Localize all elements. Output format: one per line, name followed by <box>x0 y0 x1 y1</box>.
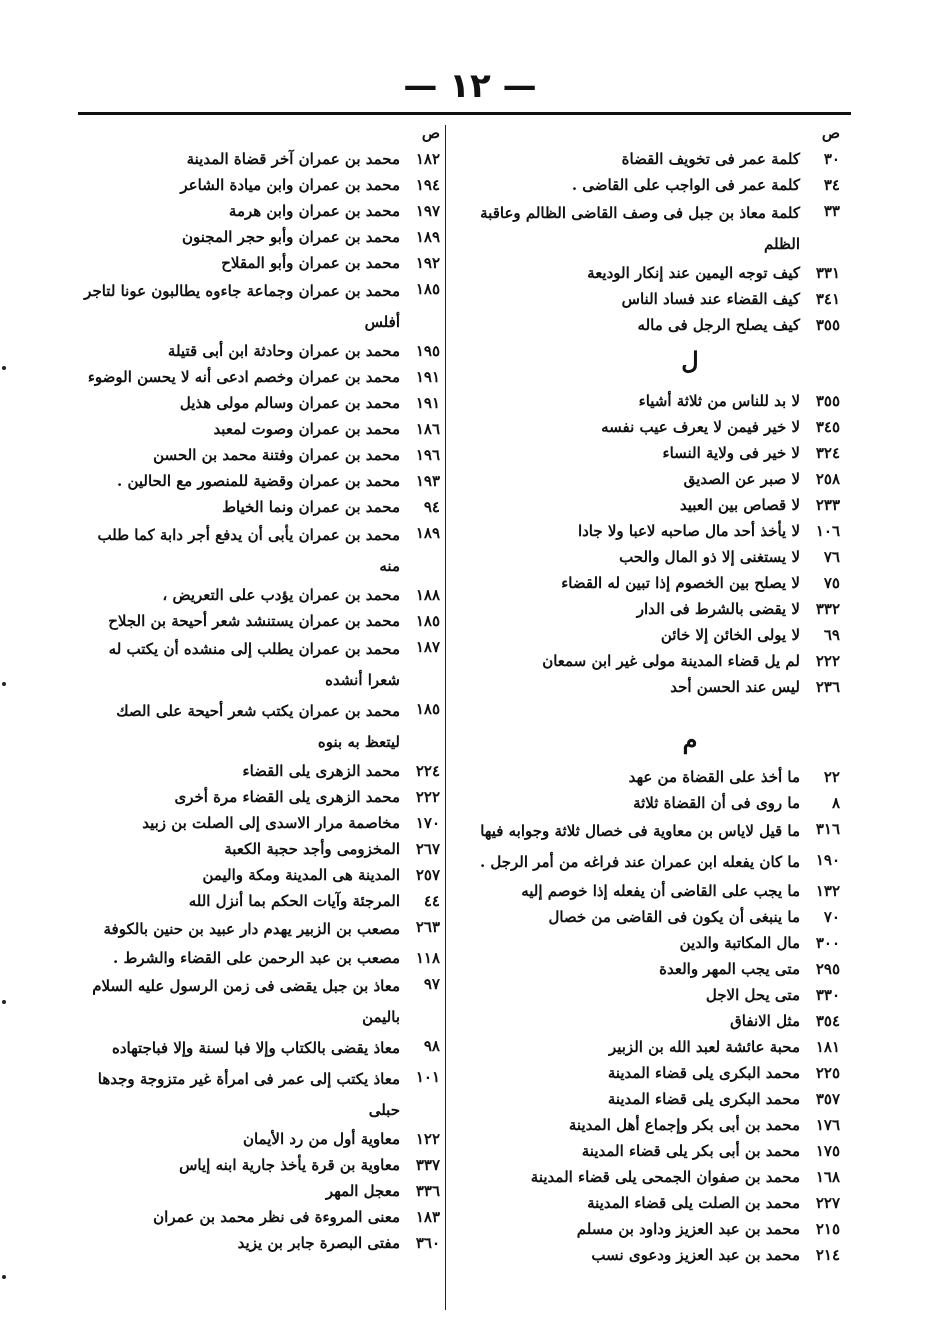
entry-title: كيف القضاء عند فساد الناس <box>621 290 800 308</box>
index-entry <box>80 914 440 945</box>
column-divider <box>445 125 446 1310</box>
index-entry <box>80 810 440 836</box>
entry-title: محمد بن عمران وسالم مولى هذيل <box>179 394 400 412</box>
entry-title: لا خير فى ولاية النساء <box>662 444 800 462</box>
index-entry <box>452 1242 840 1268</box>
entry-title: ما قيل لاياس بن معاوية فى خصال ثلاثة وجوابه فيها <box>480 822 800 840</box>
entry-title: محمد البكرى يلى قضاء المدينة <box>607 1090 800 1108</box>
index-entry <box>452 146 840 172</box>
page-reference: ١٩٧ <box>415 202 440 220</box>
index-entry <box>80 971 440 1033</box>
entry-title: لا يقضى بالشرط فى الدار <box>636 600 800 618</box>
index-entry <box>80 442 440 468</box>
page-reference: ٣٥٥ <box>815 392 840 410</box>
scan-speck <box>2 366 6 370</box>
index-entry <box>452 904 840 930</box>
index-entry <box>452 388 840 414</box>
header-rule <box>78 112 851 115</box>
index-entry <box>452 172 840 198</box>
page-reference: ١٩٢ <box>415 254 440 272</box>
page-reference: ٨ <box>831 794 840 812</box>
page-reference: ١٩٣ <box>415 472 440 490</box>
entry-title: ما روى فى أن القضاة ثلاثة <box>633 794 800 812</box>
entry-title: لا يولى الخائن إلا خائن <box>660 626 800 644</box>
page-reference: ٢٣٣ <box>815 496 840 514</box>
index-entry <box>80 888 440 914</box>
scan-speck <box>2 1000 6 1004</box>
entry-title: المدينة هى المدينة ومكة واليمن <box>202 866 400 884</box>
page-reference: ١٩٤ <box>415 176 440 194</box>
index-entry <box>80 784 440 810</box>
index-entry <box>80 146 440 172</box>
entry-title: معاوية أول من رد الأيمان <box>242 1130 400 1148</box>
index-entry <box>452 596 840 622</box>
entry-title: ما أخذ على القضاة من عهد <box>628 768 800 786</box>
index-column-left <box>80 120 440 1256</box>
page-reference: ٣٦٠ <box>415 1234 440 1252</box>
page-reference: ١٨٨ <box>415 586 440 604</box>
index-entry <box>452 570 840 596</box>
entry-title: مفتى البصرة جابر بن يزيد <box>237 1234 400 1252</box>
entry-title: محمد بن عمران وابن هرمة <box>228 202 400 220</box>
index-entries <box>80 146 440 1256</box>
page-reference: ٦٩ <box>823 626 840 644</box>
index-entry <box>80 276 440 338</box>
page-reference: ١٨٩ <box>415 524 440 542</box>
entry-title: محمد بن عمران يستنشد شعر أحيحة بن الجلاح <box>108 612 400 630</box>
index-entry <box>452 1112 840 1138</box>
index-entry <box>80 1064 440 1126</box>
entry-title: محمد بن عمران يؤدب على التعريض ، <box>162 586 400 604</box>
page-reference: ١٩٥ <box>415 342 440 360</box>
entry-title: كيف توجه اليمين عند إنكار الوديعة <box>587 264 800 282</box>
page-reference: ٣٥٧ <box>815 1090 840 1108</box>
index-entry <box>80 1178 440 1204</box>
page-reference: ٣٥٥ <box>815 316 840 334</box>
entry-title: محمد بن عمران يكتب شعر أحيحة على الصك ليتعظ به بنوه <box>116 702 400 751</box>
index-entry <box>80 696 440 758</box>
page-number: — ١٢ — <box>403 66 537 106</box>
page-header-label: ص <box>821 124 840 142</box>
page-reference: ٣٠ <box>823 150 840 168</box>
page-reference: ٢٩٥ <box>815 960 840 978</box>
page-reference: ٢٣٦ <box>815 678 840 696</box>
entry-title: محمد البكرى يلى قضاء المدينة <box>607 1064 800 1082</box>
page-reference: ١٣٢ <box>815 882 840 900</box>
index-entry <box>452 1216 840 1242</box>
entry-title: محمد بن عمران وابن ميادة الشاعر <box>180 176 400 194</box>
entry-title: المخزومى وأجد حجبة الكعبة <box>224 840 400 858</box>
page-reference: ١٧٦ <box>815 1116 840 1134</box>
page-reference: ٢٦٣ <box>415 918 440 936</box>
section-letter: ل <box>681 346 699 375</box>
index-entry <box>452 1060 840 1086</box>
index-entry <box>452 518 840 544</box>
entry-title: ما ينبغى أن يكون فى القاضى من خصال <box>548 908 800 926</box>
entry-title: محمد بن عمران وجماعة جاءوه يطالبون عونا لتاجر أفلس <box>84 282 400 331</box>
entry-title: كلمة عمر فى الواجب على القاضى . <box>571 176 800 194</box>
entry-title: محمد بن عمران وصوت لمعبد <box>213 420 400 438</box>
page-reference: ١٩٦ <box>415 446 440 464</box>
index-entry <box>80 390 440 416</box>
entry-title: ما يجب على القاضى أن يفعله إذا خوصم إليه <box>521 882 800 900</box>
entry-title: ما كان يفعله ابن عمران عند فراغه من أمر الرجل . <box>479 853 800 871</box>
page-reference: ٢٢٧ <box>815 1194 840 1212</box>
index-entry <box>452 982 840 1008</box>
index-entry <box>452 674 840 700</box>
page-reference: ٢١٥ <box>815 1220 840 1238</box>
index-entry <box>452 956 840 982</box>
entry-title: معجل المهر <box>325 1182 400 1200</box>
entry-title: محمد بن الصلت يلى قضاء المدينة <box>587 1194 800 1212</box>
index-entry <box>80 468 440 494</box>
page-reference: ٢٦٧ <box>415 840 440 858</box>
index-entry <box>80 862 440 888</box>
entry-title: معنى المروءة فى نظر محمد بن عمران <box>153 1208 400 1226</box>
entry-title: متى يحل الاجل <box>705 986 800 1004</box>
page-reference: ١٩٠ <box>815 851 840 869</box>
page-reference: ٢٢ <box>823 768 840 786</box>
entry-title: محمد بن صفوان الجمحى يلى قضاء المدينة <box>530 1168 800 1186</box>
entry-title: محمد الزهرى يلى القضاء مرة أخرى <box>174 788 400 806</box>
page-reference: ٣٤١ <box>815 290 840 308</box>
page-reference: ١٩١ <box>415 368 440 386</box>
entry-title: محمد بن عمران وفتنة محمد بن الحسن <box>153 446 400 464</box>
index-entry <box>452 816 840 847</box>
index-entry <box>452 492 840 518</box>
index-entry <box>80 836 440 862</box>
page-reference: ٢٢٤ <box>415 762 440 780</box>
index-entry <box>452 1164 840 1190</box>
index-entry <box>80 338 440 364</box>
entry-title: محمد بن عمران يأبى أن يدفع أجر دابة كما طلب منه <box>97 526 400 575</box>
entry-title: لا يستغنى إلا ذو المال والحب <box>619 548 800 566</box>
entry-title: محمد بن عبد العزيز ودعوى نسب <box>591 1246 800 1264</box>
page-reference: ٣٣٦ <box>415 1182 440 1200</box>
page-reference: ٩٨ <box>423 1037 440 1055</box>
index-entry <box>452 286 840 312</box>
entry-title: مال المكاتبة والدين <box>679 934 800 952</box>
page-reference: ٧٦ <box>823 548 840 566</box>
entry-title: لا قصاص بين العبيد <box>679 496 800 514</box>
index-entry <box>452 790 840 816</box>
page-reference: ١٠٦ <box>815 522 840 540</box>
scan-speck <box>2 1275 6 1279</box>
index-entry <box>452 260 840 286</box>
index-entry <box>80 494 440 520</box>
page-reference: ١١٨ <box>415 949 440 967</box>
index-entry <box>452 466 840 492</box>
page-reference: ٢٥٧ <box>415 866 440 884</box>
entry-title: مثل الانفاق <box>730 1012 800 1030</box>
page-reference: ٢٢٢ <box>415 788 440 806</box>
index-entry <box>452 1086 840 1112</box>
index-entry <box>452 1034 840 1060</box>
index-entry <box>80 416 440 442</box>
entry-title: لا يأخذ أحد مال صاحبه لاعبا ولا جادا <box>577 522 800 540</box>
page-reference: ١٩١ <box>415 394 440 412</box>
page-reference: ٣٤٥ <box>815 418 840 436</box>
entry-title: كلمة معاذ بن جبل فى وصف القاضى الظالم وعاقبة الظلم <box>480 204 800 253</box>
entry-title: محمد بن عمران وخصم ادعى أنه لا يحسن الوضوء <box>87 368 400 386</box>
entry-title: معاذ يكتب إلى عمر فى امرأة غير متزوجة وجدها حبلى <box>97 1070 400 1119</box>
entry-title: محمد بن عمران وقضية للمنصور مع الحالين . <box>117 472 400 490</box>
index-entry <box>452 648 840 674</box>
scan-speck <box>2 682 6 686</box>
entry-title: لا بد للناس من ثلاثة أشياء <box>638 392 800 410</box>
index-entry <box>80 1126 440 1152</box>
index-entry <box>80 224 440 250</box>
index-entry <box>452 847 840 878</box>
index-entry <box>80 758 440 784</box>
entry-title: لا خير فيمن لا يعرف عيب نفسه <box>601 418 800 436</box>
entry-title: مصعب بن الزبير يهدم دار عبيد بن حنين بالكوفة <box>103 920 400 938</box>
entry-title: معاوية بن قرة يأخذ جارية ابنه إياس <box>179 1156 400 1174</box>
page-reference: ٣٢٤ <box>815 444 840 462</box>
index-entry <box>80 634 440 696</box>
index-entry <box>80 172 440 198</box>
entry-title: لا صبر عن الصديق <box>683 470 800 488</box>
index-entry <box>80 250 440 276</box>
index-entry <box>452 544 840 570</box>
entry-title: ليس عند الحسن أحد <box>670 678 800 696</box>
entry-title: معاذ بن جبل يقضى فى زمن الرسول عليه السلام باليمن <box>92 977 400 1026</box>
entry-title: معاذ يقضى بالكتاب وإلا فبا لسنة وإلا فباجتهاده <box>112 1039 400 1057</box>
entry-title: محمد بن عبد العزيز وداود بن مسلم <box>576 1220 800 1238</box>
page-reference: ١٨٥ <box>415 280 440 298</box>
page-reference: ٧٥ <box>823 574 840 592</box>
index-entry <box>80 1152 440 1178</box>
index-entry <box>452 930 840 956</box>
index-sections <box>452 146 840 1268</box>
page-reference: ١٨٩ <box>415 228 440 246</box>
entry-title: لم يل قضاء المدينة مولى غير ابن سمعان <box>542 652 800 670</box>
index-entry <box>80 364 440 390</box>
page-reference: ٣٣١ <box>815 264 840 282</box>
page-reference: ٣٣٠ <box>815 986 840 1004</box>
page-header-label: ص <box>421 124 440 142</box>
index-entry <box>80 1230 440 1256</box>
page-reference: ١٨٥ <box>415 612 440 630</box>
page-reference: ٩٧ <box>423 975 440 993</box>
page-reference: ١٨٧ <box>415 638 440 656</box>
index-entry <box>452 622 840 648</box>
index-entry <box>452 414 840 440</box>
entry-title: محمد بن أبى بكر يلى قضاء المدينة <box>581 1142 800 1160</box>
page-reference: ٢٢٢ <box>815 652 840 670</box>
entry-title: محمد بن عمران وأبو المقلاح <box>221 254 400 272</box>
page-reference: ٩٤ <box>423 498 440 516</box>
page-reference: ١٦٨ <box>815 1168 840 1186</box>
entry-title: كيف يصلح الرجل فى ماله <box>637 316 800 334</box>
index-entry <box>452 764 840 790</box>
page-reference: ٢١٤ <box>815 1246 840 1264</box>
page-reference: ٣٣٧ <box>415 1156 440 1174</box>
page-reference: ١٨٦ <box>415 420 440 438</box>
index-entry <box>452 312 840 338</box>
entry-title: محمد بن عمران ونما الخياط <box>222 498 400 516</box>
page-reference: ٣٣ <box>823 202 840 220</box>
entry-title: محمد بن عمران آخر قضاة المدينة <box>186 150 400 168</box>
entry-title: محبة عائشة لعبد الله بن الزبير <box>608 1038 800 1056</box>
entry-title: مصعب بن عبد الرحمن على القضاء والشرط . <box>113 949 400 967</box>
entry-title: محمد الزهرى يلى القضاء <box>242 762 400 780</box>
page-reference: ١٨١ <box>815 1038 840 1056</box>
page-reference: ١٧٠ <box>415 814 440 832</box>
index-entry <box>80 945 440 971</box>
page-reference: ٤٤ <box>423 892 440 910</box>
page-reference: ٢٢٥ <box>815 1064 840 1082</box>
page-reference: ٣٠٠ <box>815 934 840 952</box>
entry-title: محمد بن عمران وأبو حجر المجنون <box>182 228 400 246</box>
index-entry <box>80 608 440 634</box>
index-entry <box>452 440 840 466</box>
page-reference: ٢٥٨ <box>815 470 840 488</box>
page-reference: ١٨٣ <box>415 1208 440 1226</box>
page-reference: ٧٠ <box>823 908 840 926</box>
index-column-right <box>452 120 840 1268</box>
entry-title: كلمة عمر فى تخويف القضاة <box>621 150 800 168</box>
page-reference: ٣٣٢ <box>815 600 840 618</box>
entry-title: محمد بن عمران وحادثة ابن أبى قتيلة <box>167 342 400 360</box>
page-reference: ١٠١ <box>415 1068 440 1086</box>
page-reference: ٣١٦ <box>815 820 840 838</box>
index-entry <box>80 198 440 224</box>
index-entry <box>80 1204 440 1230</box>
entry-title: محمد بن عمران يطلب إلى منشده أن يكتب له شعرا أنشده <box>108 640 400 689</box>
section-letter: م <box>682 725 698 754</box>
page-reference: ٣٤ <box>823 176 840 194</box>
entry-title: المرجئة وآيات الحكم بما أنزل الله <box>188 892 400 910</box>
index-entry <box>80 582 440 608</box>
index-entry <box>452 1008 840 1034</box>
index-entry <box>80 1033 440 1064</box>
page-reference: ١٢٢ <box>415 1130 440 1148</box>
page-reference: ١٨٢ <box>415 150 440 168</box>
index-entry <box>452 1138 840 1164</box>
entry-title: لا يصلح بين الخصوم إذا تبين له القضاء <box>561 574 800 592</box>
index-entry <box>452 1190 840 1216</box>
index-entry <box>452 198 840 260</box>
entry-title: محمد بن أبى بكر وإجماع أهل المدينة <box>568 1116 800 1134</box>
entry-title: مخاصمة مرار الاسدى إلى الصلت بن زبيد <box>142 814 400 832</box>
entry-title: متى يجب المهر والعدة <box>659 960 800 978</box>
index-entry <box>80 520 440 582</box>
page-reference: ١٨٥ <box>415 700 440 718</box>
index-entry <box>452 878 840 904</box>
page-reference: ١٧٥ <box>815 1142 840 1160</box>
page-reference: ٣٥٤ <box>815 1012 840 1030</box>
